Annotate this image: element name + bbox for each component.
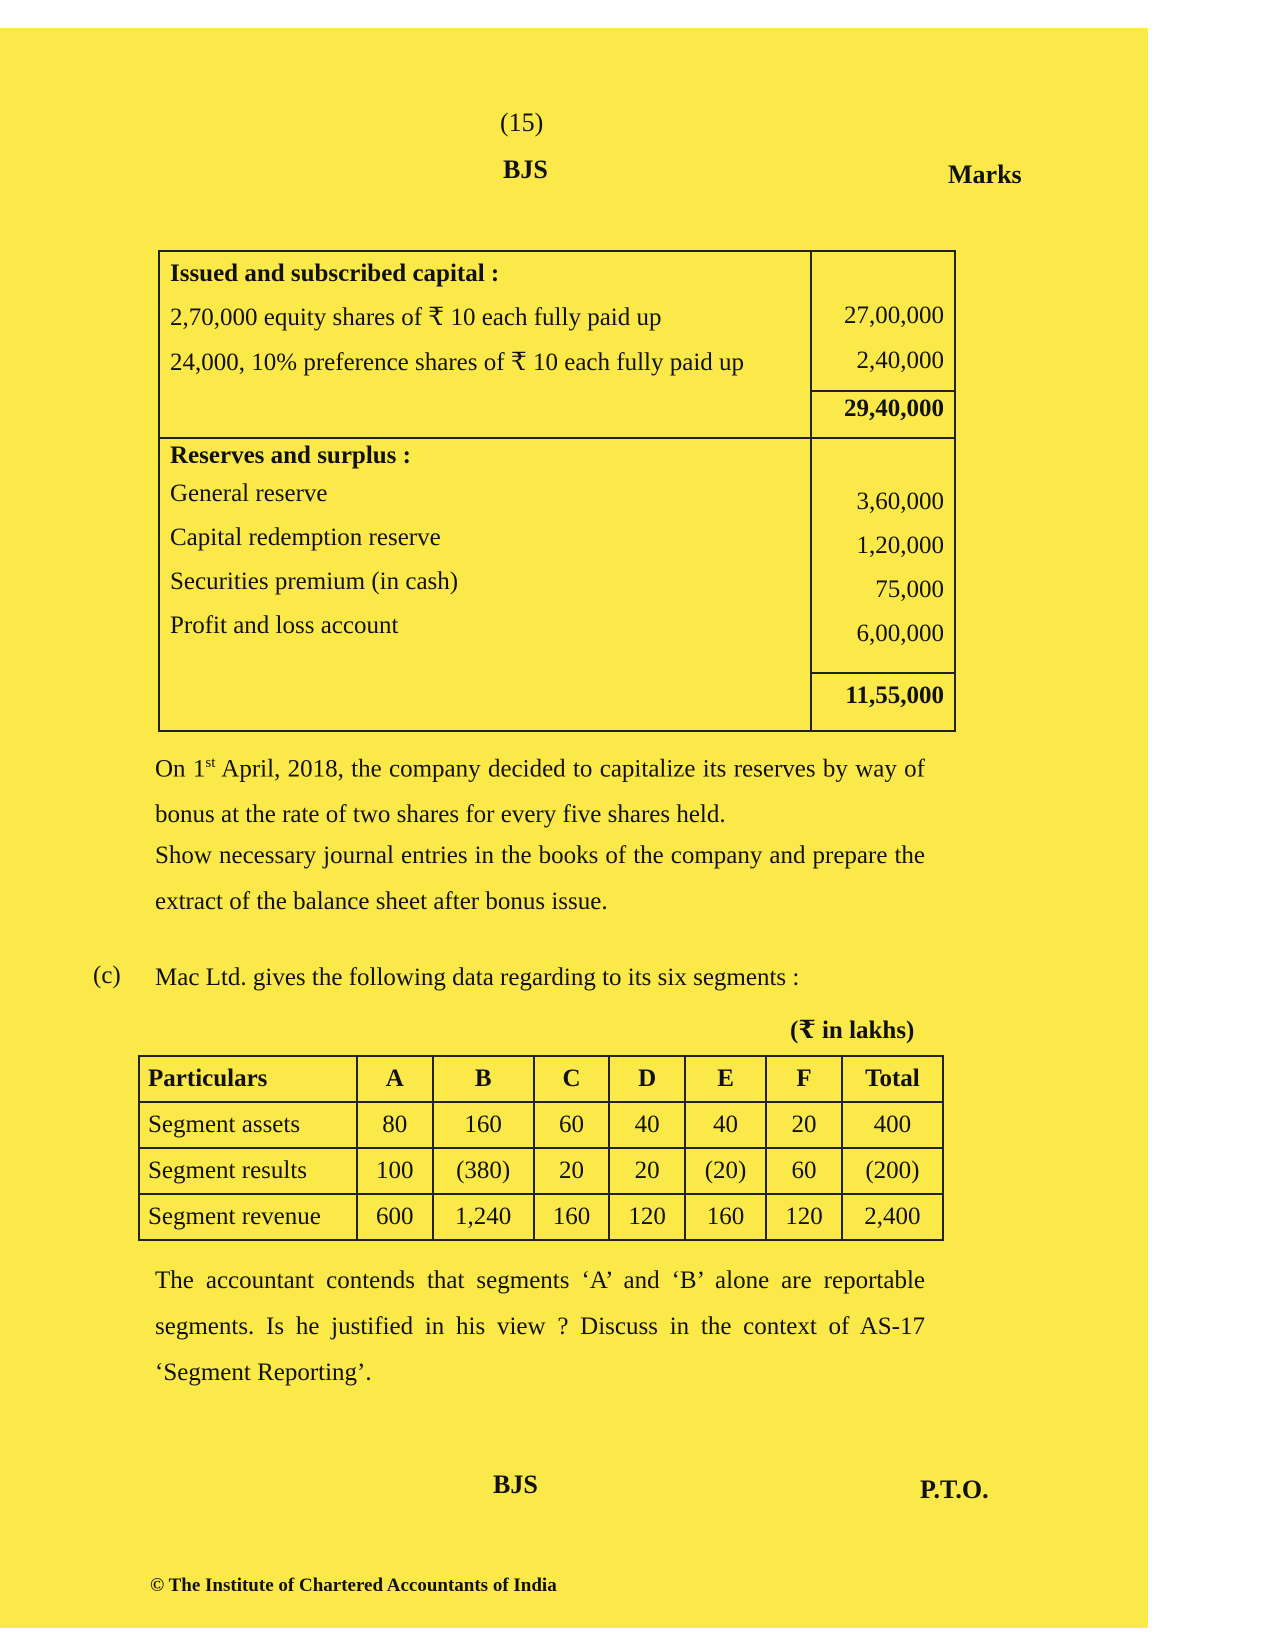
bonus-paragraph — [155, 740, 925, 838]
reserves-row-amount: 3,60,000 — [856, 488, 944, 515]
table-row — [139, 1148, 943, 1194]
table-cell: Segment assets — [139, 1102, 357, 1148]
table-cell: 120 — [766, 1194, 842, 1240]
table-cell: Segment results — [139, 1148, 357, 1194]
table-header-row — [139, 1056, 943, 1102]
issued-row-label: 24,000, 10% preference shares of ₹ 10 each fully paid up — [170, 349, 745, 376]
table-cell: 600 — [357, 1194, 433, 1240]
unit-label: (₹ in lakhs) — [790, 1017, 915, 1044]
segment-table — [138, 1055, 944, 1241]
bonus-text-post: April, 2018, the company decided to capitalize its reserves by way of bonus at the rate of two shares for every five shares held. — [155, 755, 925, 829]
table-cell: 20 — [534, 1148, 610, 1194]
header-cell: C — [534, 1056, 610, 1102]
table-cell: 160 — [433, 1102, 534, 1148]
reserves-row-label: General reserve — [170, 480, 328, 507]
part-c-intro: Mac Ltd. gives the following data regarding to its six segments : — [155, 964, 800, 991]
pto-label: P.T.O. — [920, 1475, 989, 1504]
instruction-paragraph: Show necessary journal entries in the books of the company and prepare the extract of the balance sheet after bonus issue. — [155, 842, 925, 915]
issued-row-amount: 2,40,000 — [856, 347, 944, 374]
marks-label: Marks — [948, 160, 1022, 189]
issued-heading: Issued and subscribed capital : — [170, 260, 500, 287]
footer-paper-code: BJS — [493, 1470, 538, 1499]
reserves-total: 11,55,000 — [845, 682, 944, 709]
header-cell: E — [685, 1056, 766, 1102]
question-paragraph: The accountant contends that segments ‘A’ and ‘B’ alone are reportable segments. Is he justified in his view ? Discuss in the context of AS-17 ‘Segment Reporting’. — [155, 1267, 925, 1386]
header-cell: F — [766, 1056, 842, 1102]
reserves-total-rule — [810, 672, 954, 674]
table-cell: (20) — [685, 1148, 766, 1194]
reserves-row-amount: 1,20,000 — [856, 532, 944, 559]
issued-total: 29,40,000 — [844, 395, 944, 422]
table-cell: 20 — [766, 1102, 842, 1148]
header-cell: Total — [842, 1056, 943, 1102]
table-cell: 20 — [609, 1148, 685, 1194]
table-row — [139, 1102, 943, 1148]
table-cell: 400 — [842, 1102, 943, 1148]
table-cell: 40 — [609, 1102, 685, 1148]
table-cell: 160 — [534, 1194, 610, 1240]
table-cell: 60 — [766, 1148, 842, 1194]
issued-row-label: 2,70,000 equity shares of ₹ 10 each fully paid up — [170, 304, 662, 331]
paper-code: BJS — [503, 155, 548, 184]
header-cell: D — [609, 1056, 685, 1102]
table-cell: 40 — [685, 1102, 766, 1148]
reserves-row-label: Capital redemption reserve — [170, 524, 441, 551]
table-cell: 100 — [357, 1148, 433, 1194]
reserves-row-amount: 75,000 — [875, 576, 944, 603]
table-cell: 80 — [357, 1102, 433, 1148]
reserves-row-amount: 6,00,000 — [856, 620, 944, 647]
reserves-heading: Reserves and surplus : — [170, 442, 411, 469]
reserves-row-label: Securities premium (in cash) — [170, 568, 459, 595]
table-cell: (380) — [433, 1148, 534, 1194]
table-cell: Segment revenue — [139, 1194, 357, 1240]
section-divider — [160, 437, 954, 439]
table-cell: 120 — [609, 1194, 685, 1240]
issued-row-amount: 27,00,000 — [844, 302, 944, 329]
table-cell: 160 — [685, 1194, 766, 1240]
table-row — [139, 1194, 943, 1240]
header-cell: B — [433, 1056, 534, 1102]
bonus-text-sup: st — [205, 755, 216, 771]
table-cell: 1,240 — [433, 1194, 534, 1240]
header-cell: Particulars — [139, 1056, 357, 1102]
column-divider — [810, 252, 812, 730]
reserves-row-label: Profit and loss account — [170, 612, 399, 639]
header-cell: A — [357, 1056, 433, 1102]
copyright-notice: © The Institute of Chartered Accountants of India — [150, 1575, 557, 1596]
table-cell: (200) — [842, 1148, 943, 1194]
issued-total-rule — [810, 390, 954, 392]
part-c-label: (c) — [93, 962, 121, 989]
capital-table — [158, 250, 956, 732]
table-cell: 60 — [534, 1102, 610, 1148]
table-cell: 2,400 — [842, 1194, 943, 1240]
bonus-text-pre: On 1 — [155, 755, 206, 783]
page-number: (15) — [500, 108, 544, 137]
